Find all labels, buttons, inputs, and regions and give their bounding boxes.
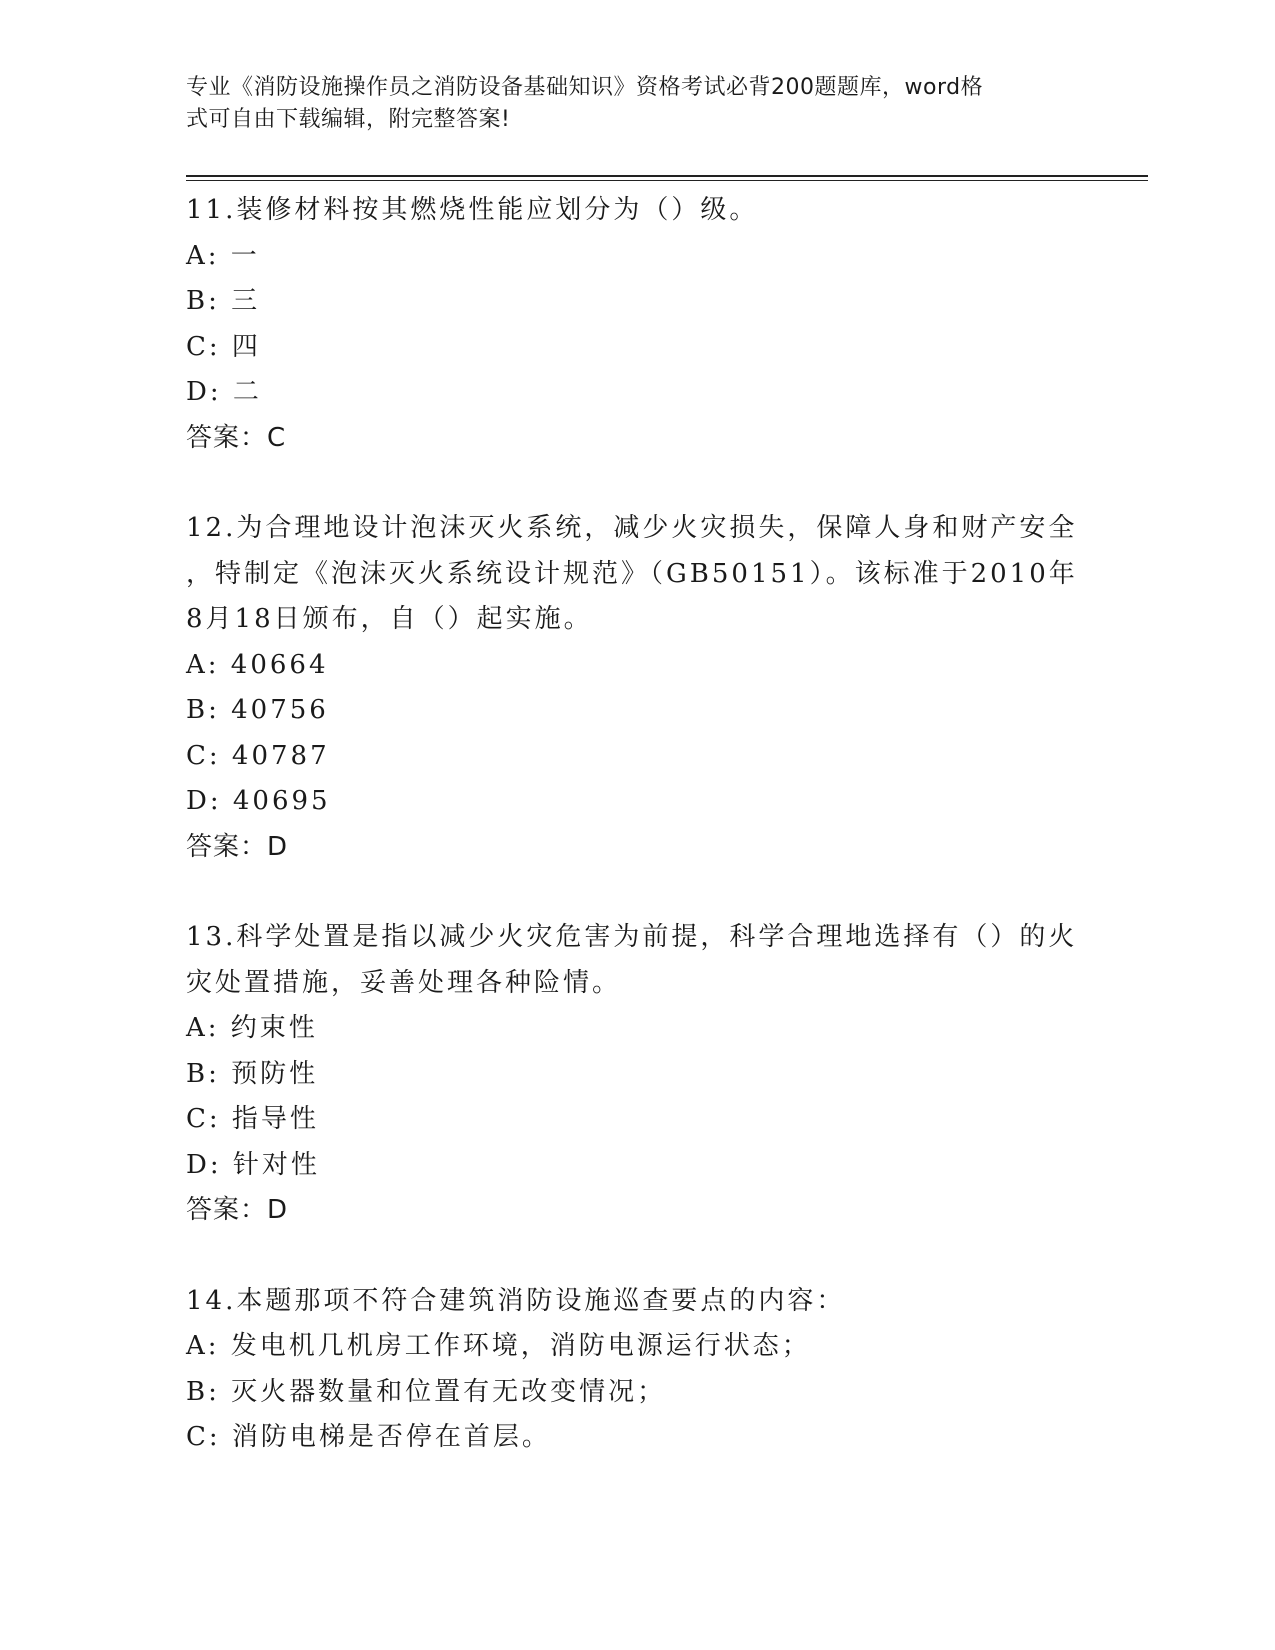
option-c: C: 指导性	[186, 1104, 319, 1134]
option-b: B: 40756	[186, 695, 329, 725]
option-d: D: 针对性	[186, 1149, 320, 1180]
option-c: C: 40787	[186, 740, 330, 771]
question-item	[186, 1279, 1086, 1461]
header-divider-thick	[186, 175, 1148, 177]
question-list	[186, 188, 1086, 1506]
question-stem	[186, 188, 1086, 234]
answer-line: 答案：C	[186, 422, 287, 453]
stem-line: 11.装修材料按其燃烧性能应划分为（）级。	[186, 195, 759, 225]
answer-line: 答案：D	[186, 1195, 289, 1225]
option-b: B: 预防性	[186, 1058, 319, 1089]
stem-line: ，特制定《泡沫灭火系统设计规范》（GB50151）。该标准于2010年	[186, 558, 1078, 589]
option-d: D: 二	[186, 377, 262, 407]
answer-line: 答案：D	[186, 831, 289, 862]
stem-line: 14.本题那项不符合建筑消防设施巡查要点的内容：	[186, 1285, 846, 1316]
question-stem	[186, 1279, 1086, 1325]
stem-line: 12.为合理地设计泡沫灭火系统，减少火灾损失，保障人身和财产安全	[186, 513, 1078, 543]
option-a: A: 40664	[186, 649, 329, 680]
option-c: C: 四	[186, 331, 261, 362]
stem-line: 灾处置措施，妥善处理各种险情。	[186, 967, 622, 998]
question-item	[186, 506, 1086, 870]
option-a: A: 一	[186, 240, 260, 271]
option-c: C: 消防电梯是否停在首层。	[186, 1422, 551, 1452]
option-a: A: 发电机几机房工作环境，消防电源运行状态；	[186, 1331, 811, 1361]
option-a: A: 约束性	[186, 1013, 318, 1043]
header-line: 式可自由下载编辑，附完整答案!	[186, 107, 511, 132]
option-b: B: 灭火器数量和位置有无改变情况；	[186, 1376, 667, 1407]
question-item	[186, 188, 1086, 461]
option-b: B: 三	[186, 286, 261, 316]
question-stem	[186, 506, 1086, 643]
header-line: 专业《消防设施操作员之消防设备基础知识》资格考试必背200题题库，word格	[186, 75, 984, 100]
document-header	[186, 72, 1066, 136]
option-d: D: 40695	[186, 786, 331, 816]
header-divider-thin	[186, 180, 1148, 181]
question-item	[186, 915, 1086, 1234]
stem-line: 13.科学处置是指以减少火灾危害为前提，科学合理地选择有（）的火	[186, 922, 1078, 952]
question-stem	[186, 915, 1086, 1006]
stem-line: 8月18日颁布，自（）起实施。	[186, 604, 593, 634]
